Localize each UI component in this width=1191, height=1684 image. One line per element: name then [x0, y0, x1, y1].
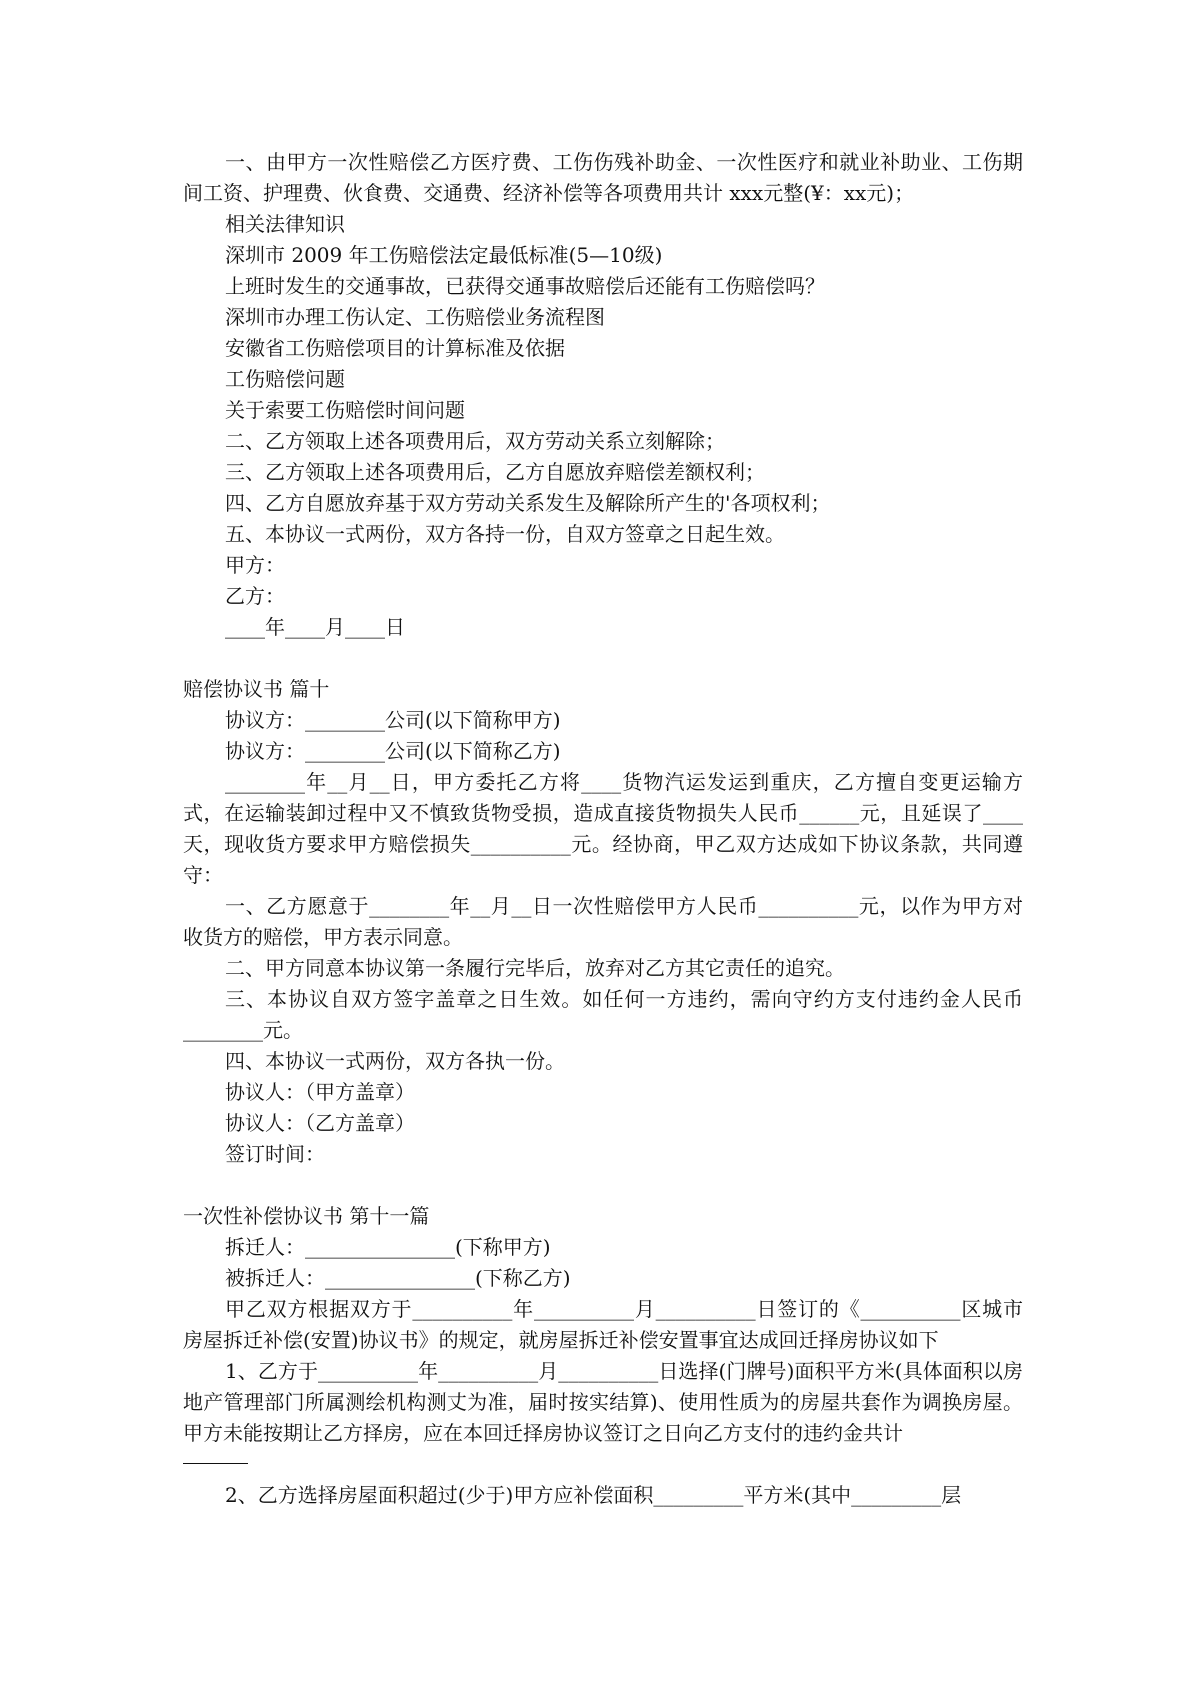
- article-1: 一、乙方愿意于________年__月__日一次性赔偿甲方人民币__________元，以作为甲方对收货方的赔偿，甲方表示同意。: [183, 894, 1023, 949]
- article-3: 三、本协议自双方签字盖章之日生效。如任何一方违约，需向守约方支付违约金人民币________元。: [183, 987, 1023, 1042]
- housing-clause-1: 1、乙方于__________年__________月__________日选择(门牌号)面积平方米(具体面积以房地产管理部门所属测绘机构测丈为准，届时按实结算)、使用性质为的房屋共套作为调换房屋。甲方未能按期让乙方择房，应在本回迁择房协议签订之日向乙方支付的违约金共计: [183, 1359, 1023, 1445]
- clause-1: 一、由甲方一次性赔偿乙方医疗费、工伤伤残补助金、一次性医疗和就业补助业、工伤期间工资、护理费、伙食费、交通费、经济补偿等各项费用共计 xxx元整(¥：xx元)；: [183, 150, 1023, 205]
- signatory-b: 协议人：（乙方盖章）: [225, 1111, 415, 1135]
- related-link-3: 深圳市办理工伤认定、工伤赔偿业务流程图: [225, 305, 605, 329]
- related-link-6: 关于索要工伤赔偿时间问题: [225, 398, 465, 422]
- related-link-1: 深圳市 2009 年工伤赔偿法定最低标准(5—10级): [225, 243, 663, 267]
- signature-date: ____年____月____日: [225, 615, 405, 639]
- party-a-signature: 甲方：: [225, 553, 285, 577]
- party-b-signature: 乙方：: [225, 584, 285, 608]
- related-link-2: 上班时发生的交通事故，已获得交通事故赔偿后还能有工伤赔偿吗？: [225, 274, 825, 298]
- party-b-line: 协议方：________公司(以下简称乙方): [225, 739, 561, 763]
- related-legal-knowledge: 相关法律知识: [225, 212, 345, 236]
- section-heading-10: 赔偿协议书 篇十: [183, 677, 330, 701]
- section-heading-11: 一次性补偿协议书 第十一篇: [183, 1204, 430, 1228]
- related-link-4: 安徽省工伤赔偿项目的计算标准及依据: [225, 336, 565, 360]
- signing-time: 签订时间：: [225, 1142, 325, 1166]
- related-link-5: 工伤赔偿问题: [225, 367, 345, 391]
- blank-line-rule: [183, 1463, 248, 1464]
- section-spacer: [183, 1170, 1023, 1201]
- demolisher-line: 拆迁人：_______________(下称甲方): [225, 1235, 551, 1259]
- clause-3: 三、乙方领取上述各项费用后，乙方自愿放弃赔偿差额权利；: [225, 460, 765, 484]
- article-2: 二、甲方同意本协议第一条履行完毕后，放弃对乙方其它责任的追究。: [225, 956, 845, 980]
- clause-5: 五、本协议一式两份，双方各持一份，自双方签章之日起生效。: [225, 522, 785, 546]
- clause-2: 二、乙方领取上述各项费用后，双方劳动关系立刻解除；: [225, 429, 725, 453]
- housing-clause-2: 2、乙方选择房屋面积超过(少于)甲方应补偿面积_________平方米(其中_________层: [225, 1483, 962, 1507]
- demolished-party-line: 被拆迁人：_______________(下称乙方): [225, 1266, 571, 1290]
- party-a-line: 协议方：________公司(以下简称甲方): [225, 708, 561, 732]
- signatory-a: 协议人：（甲方盖章）: [225, 1080, 415, 1104]
- document-body: [183, 147, 1023, 1511]
- clause-4: 四、乙方自愿放弃基于双方劳动关系发生及解除所产生的'各项权利；: [225, 491, 831, 515]
- section-spacer: [183, 643, 1023, 674]
- article-4: 四、本协议一式两份，双方各执一份。: [225, 1049, 565, 1073]
- agreement-basis-paragraph: 甲乙双方根据双方于__________年__________月__________日签订的《__________区城市房屋拆迁补偿(安置)协议书》的规定，就房屋拆迁补偿安置事宜达成回迁择房协议如下: [183, 1297, 1023, 1352]
- incident-paragraph: ________年__月__日，甲方委托乙方将____货物汽运发运到重庆，乙方擅自变更运输方式，在运输装卸过程中又不慎致货物受损，造成直接货物损失人民币______元，且延误了____天，现收货方要求甲方赔偿损失__________元。经协商，甲乙双方达成如下协议条款，共同遵守：: [183, 770, 1023, 887]
